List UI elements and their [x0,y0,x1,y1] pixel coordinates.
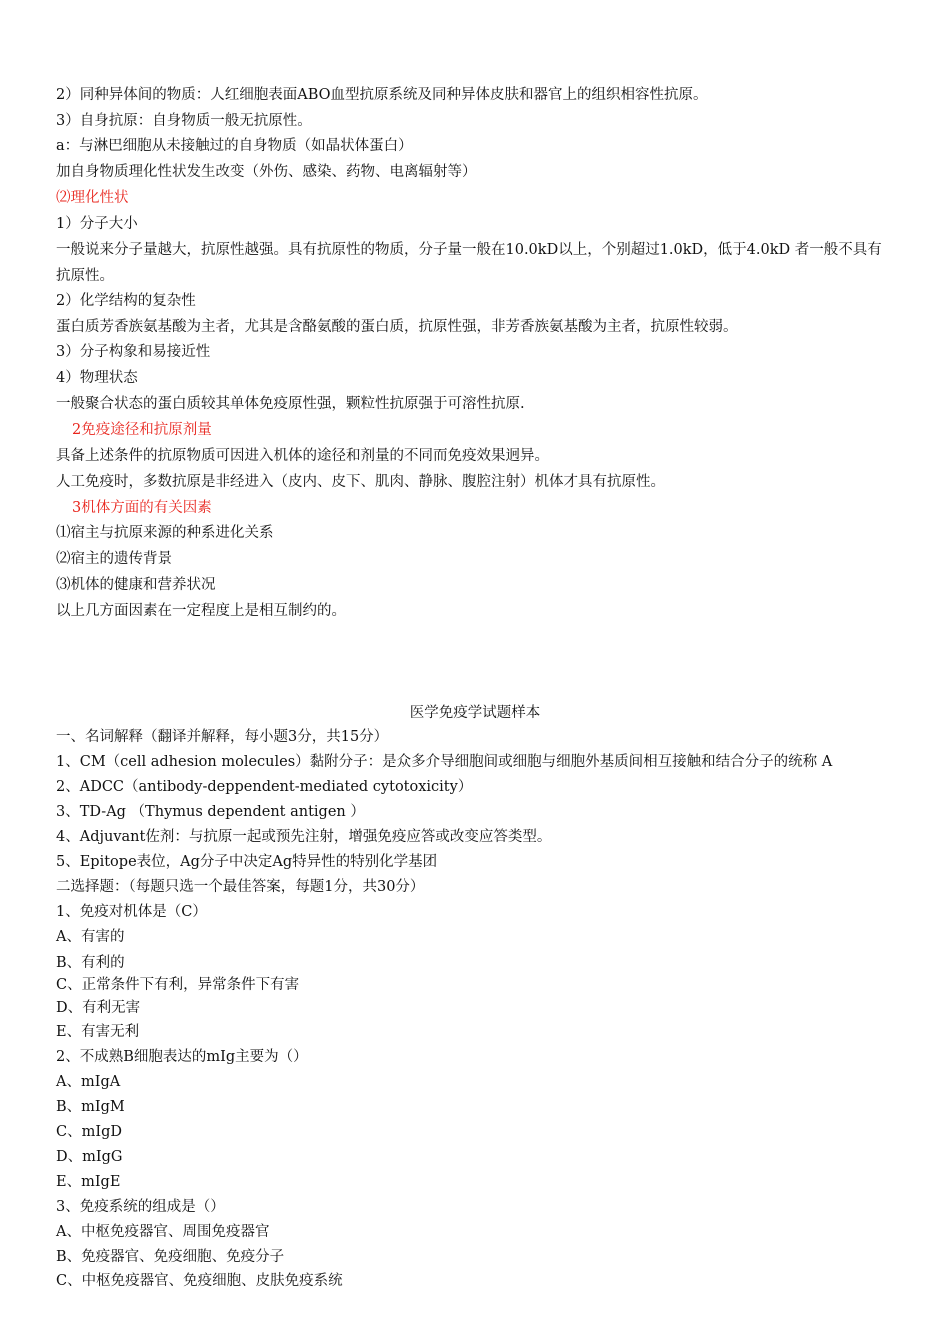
option: D、有利无害 [56,1000,141,1016]
part2-heading: 二选择题：（每题只选一个最佳答案，每题1分，共30分） [56,879,425,895]
section-heading: 2免疫途径和抗原剂量 [72,422,212,438]
text-line: 3）分子构象和易接近性 [56,344,211,360]
text-line: 一般聚合状态的蛋白质较其单体免疫原性强，颗粒性抗原强于可溶性抗原. [56,396,525,412]
option: C、mIgD [56,1124,122,1140]
text-line: 蛋白质芳香族氨基酸为主者，尤其是含酪氨酸的蛋白质，抗原性强，非芳香族氨基酸为主者，抗原性较弱。 [56,319,738,335]
text-line: 1）分子大小 [56,216,138,232]
text-line: 加自身物质理化性状发生改变（外伤、感染、药物、电离辐射等） [56,164,477,180]
term-item: 2、ADCC（antibody-deppendent-mediated cytotoxicity） [56,779,473,795]
exam-title: 医学免疫学试题样本 [409,705,541,721]
option: B、mIgM [56,1099,125,1115]
term-item: 5、Epitope表位，Ag分子中决定Ag特异性的特别化学基团 [56,854,438,870]
section-heading: 3机体方面的有关因素 [72,500,212,516]
option: E、有害无利 [56,1024,140,1040]
term-item: 3、TD-Ag （Thymus dependent antigen ） [56,804,365,820]
text-line: ⑴宿主与抗原来源的种系进化关系 [56,525,274,541]
option: A、mIgA [56,1074,121,1090]
text-line: 以上几方面因素在一定程度上是相互制约的。 [56,603,346,619]
option: C、中枢免疫器官、免疫细胞、皮肤免疫系统 [56,1273,343,1289]
question: 1、免疫对机体是（C） [56,904,207,920]
option: E、mIgE [56,1174,121,1190]
paragraph: 一般说来分子量越大，抗原性越强。具有抗原性的物质，分子量一般在10.0kD以上，个别超过1.0kD，低于4.0kD 者一般不具有抗原性。 [56,242,882,284]
text-line: 2）同种异体间的物质：人红细胞表面ABO血型抗原系统及同种异体皮肤和器官上的组织相容性抗原。 [56,87,708,103]
question: 2、不成熟B细胞表达的mIg主要为（） [56,1049,308,1065]
text-line: ⑶机体的健康和营养状况 [56,577,216,593]
option: B、免疫器官、免疫细胞、免疫分子 [56,1249,285,1265]
option: A、中枢免疫器官、周围免疫器官 [56,1224,270,1240]
subheading: ⑵理化性状 [56,190,129,206]
text-line: ⑵宿主的遗传背景 [56,551,172,567]
text-line: 3）自身抗原：自身物质一般无抗原性。 [56,113,312,129]
text-line: 2）化学结构的复杂性 [56,293,196,309]
text-line: 具备上述条件的抗原物质可因进入机体的途径和剂量的不同而免疫效果迥异。 [56,448,549,464]
option: C、正常条件下有利，异常条件下有害 [56,977,300,993]
term-item: 1、CM（cell adhesion molecules）黏附分子：是众多介导细胞间或细胞与细胞外基质间相互接触和结合分子的统称 A [56,754,833,770]
text-line: a：与淋巴细胞从未接触过的自身物质（如晶状体蛋白） [56,138,413,154]
option: B、有利的 [56,955,125,971]
term-item: 4、Adjuvant佐剂：与抗原一起或预先注射，增强免疫应答或改变应答类型。 [56,829,552,845]
text-line: 人工免疫时，多数抗原是非经进入（皮内、皮下、肌肉、静脉、腹腔注射）机体才具有抗原性。 [56,474,665,490]
text-line: 4）物理状态 [56,370,138,386]
option: A、有害的 [56,929,125,945]
part1-heading: 一、名词解释（翻译并解释，每小题3分，共15分） [56,729,389,745]
question: 3、免疫系统的组成是（） [56,1199,225,1215]
option: D、mIgG [56,1149,123,1165]
